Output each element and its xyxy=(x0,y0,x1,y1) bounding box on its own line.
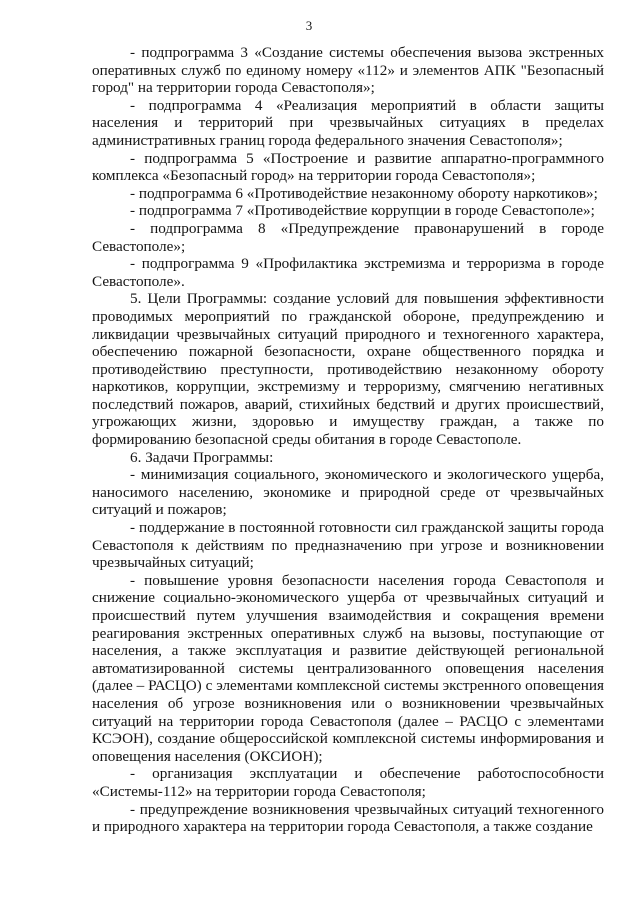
list-item-subprogram-5: - подпрограмма 5 «Построение и развитие аппаратно-программного комплекса «Безопасный город» на территории города Севастополя»; xyxy=(92,149,604,185)
list-item-task-1: - минимизация социального, экономического и экологического ущерба, наносимого населению, экономике и природной среде от чрезвычайных ситуаций и пожаров; xyxy=(92,466,604,519)
list-item-subprogram-6: - подпрограмма 6 «Противодействие незаконному обороту наркотиков»; xyxy=(130,184,598,202)
section-program-goals: 5. Цели Программы: создание условий для повышения эффективности проводимых мероприятий по гражданской обороне, предупреждению и ликвидации чрезвычайных ситуаций природного и техногенного характера, обеспечению пожарной безопасности, охране общественного порядка и противодействию преступности, противодействию незаконному обороту наркотиков, коррупции, экстремизму и терроризму, смягчению негативных последствий пожаров, аварий, стихийных бедствий и других происшествий, угрожающих жизни, здоровью и имуществу граждан, а также по формированию безопасной среды обитания в городе Севастополе. xyxy=(92,290,604,449)
document-body xyxy=(92,44,604,836)
list-item-task-4: - организация эксплуатации и обеспечение работоспособности «Системы-112» на территории города Севастополя; xyxy=(92,765,604,800)
list-item-task-3: - повышение уровня безопасности населения города Севастополя и снижение социально-экономического ущерба от чрезвычайных ситуаций и происшествий путем улучшения взаимодействия и сокращения времени реагирования экстренных оперативных служб на вызовы, поступающие от населения, а также эксплуатация и развитие действующей региональной автоматизированной системы централизованного оповещения населения (далее – РАСЦО) с элементами комплексной системы экстренного оповещения населения об угрозе возникновения или о возникновении чрезвычайных ситуаций на территории города Севастополя (далее – РАСЦО с элементами КСЭОН), создание общероссийской комплексной системы информирования и оповещения населения (ОКСИОН); xyxy=(92,571,604,765)
list-item-subprogram-3: - подпрограмма 3 «Создание системы обеспечения вызова экстренных оперативных служб по единому номеру «112» и элементов АПК "Безопасный город" на территории города Севастополя»; xyxy=(92,44,604,97)
section-heading-program-tasks: 6. Задачи Программы: xyxy=(130,448,274,466)
list-item-task-5: - предупреждение возникновения чрезвычайных ситуаций техногенного и природного характера на территории города Севастополя, а также создание xyxy=(92,800,604,836)
list-item-subprogram-7: - подпрограмма 7 «Противодействие коррупции в городе Севастополе»; xyxy=(130,202,595,220)
list-item-subprogram-9: - подпрограмма 9 «Профилактика экстремизма и терроризма в городе Севастополе». xyxy=(92,255,604,290)
list-item-task-2: - поддержание в постоянной готовности сил гражданской защиты города Севастополя к действиям по предназначению при угрозе и возникновении чрезвычайных ситуаций; xyxy=(92,519,604,572)
list-item-subprogram-4: - подпрограмма 4 «Реализация мероприятий в области защиты населения и территорий при чрезвычайных ситуациях в пределах административных границ города федерального значения Севастополя»; xyxy=(92,96,604,149)
page-number: 3 xyxy=(305,18,313,33)
list-item-subprogram-8: - подпрограмма 8 «Предупреждение правонарушений в городе Севастополе»; xyxy=(92,219,604,255)
